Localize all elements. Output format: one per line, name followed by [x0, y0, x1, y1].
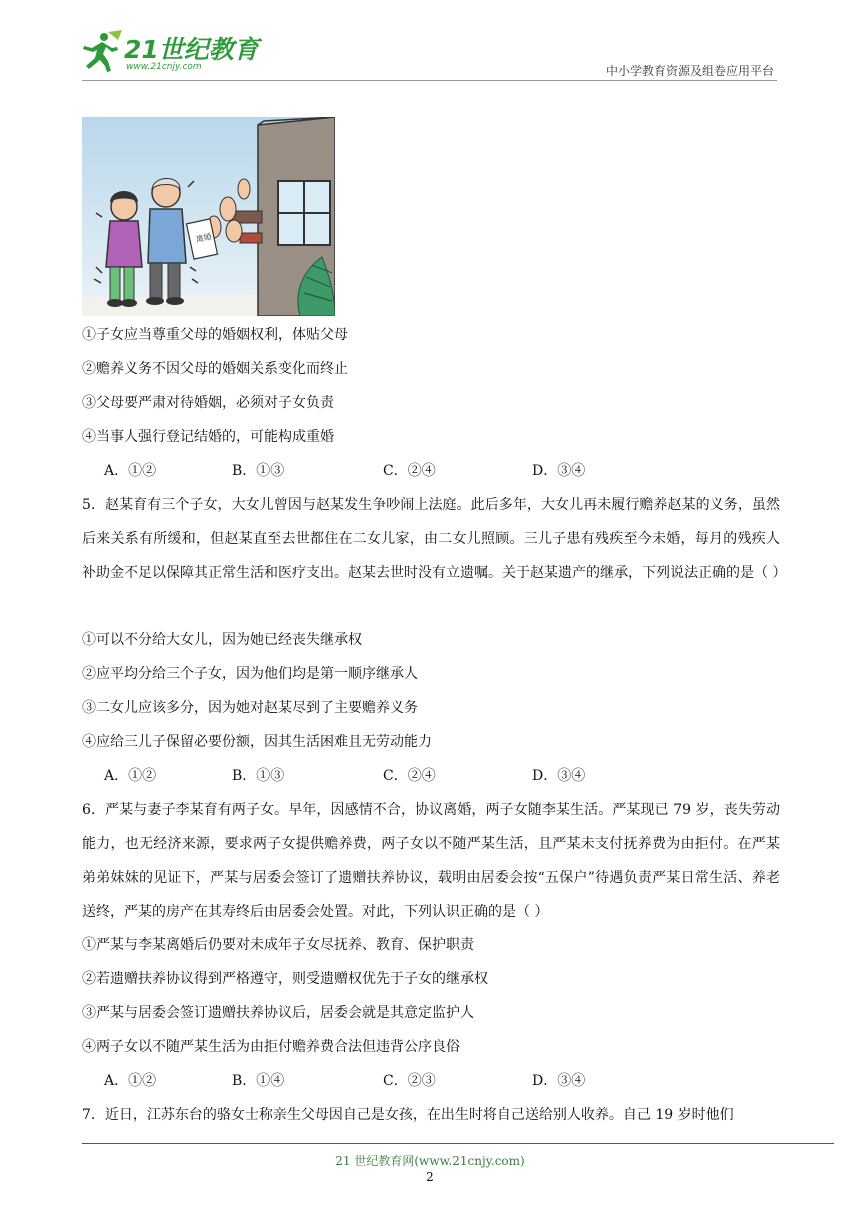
q4-option-a: A．①② — [104, 463, 157, 479]
footer-divider — [82, 1143, 834, 1144]
q7-stem: 7．近日，江苏东台的骆女士称亲生父母因自己是女孩，在出生时将自己送给别人收养。自己 19 岁时他们 — [82, 1107, 734, 1123]
runner-icon — [78, 28, 124, 74]
document-label: 离婚 — [195, 232, 213, 245]
q5-statement-2: ②应平均分给三个子女，因为他们均是第一顺序继承人 — [82, 666, 418, 682]
q5-stem: 5．赵某育有三个子女，大女儿曾因与赵某发生争吵闹上法庭。此后多年，大女儿再未履行赡养赵某的义务，虽然后来关系有所缓和，但赵某直至去世都住在二女儿家，由二女儿照顾。三儿子患有残疾至今未婚，每月的残疾人补助金不足以保障其正常生活和医疗支出。赵某去世时没有立遗嘱。关于赵某遗产的继承，下列说法正确的是（ ） — [82, 497, 787, 581]
q4-option-d: D．③④ — [532, 463, 586, 479]
platform-title: 中小学教育资源及组卷应用平台 — [605, 64, 774, 78]
q6-option-d: D．③④ — [532, 1073, 586, 1089]
q5-statement-4: ④应给三儿子保留必要份额，因其生活困难且无劳动能力 — [82, 734, 432, 750]
q5-option-d: D．③④ — [532, 768, 586, 784]
q4-statement-2: ②赡养义务不因父母的婚姻关系变化而终止 — [82, 361, 348, 377]
q4-statement-4: ④当事人强行登记结婚的，可能构成重婚 — [82, 429, 334, 445]
q6-options — [104, 1071, 664, 1091]
divorce-cartoon-image — [82, 117, 335, 316]
logo-text: 21世纪教育 — [124, 35, 259, 64]
q6-statement-2: ②若遗赠扶养协议得到严格遵守，则受遗赠权优先于子女的继承权 — [82, 971, 488, 987]
q6-option-c: C．②③ — [383, 1073, 436, 1089]
q6-statement-3: ③严某与居委会签订遗赠扶养协议后，居委会就是其意定监护人 — [82, 1005, 474, 1021]
q6-option-a: A．①② — [104, 1073, 157, 1089]
q5-options — [104, 766, 664, 786]
q6-option-b: B．①④ — [232, 1073, 285, 1089]
q4-statement-3: ③父母要严肃对待婚姻，必须对子女负责 — [82, 395, 334, 411]
header-divider — [82, 80, 777, 81]
q6-statement-4: ④两子女以不随严某生活为由拒付赡养费合法但违背公序良俗 — [82, 1039, 460, 1055]
q4-option-b: B．①③ — [232, 463, 285, 479]
page-header — [0, 0, 860, 84]
q5-option-a: A．①② — [104, 768, 157, 784]
footer-site-link[interactable]: 21 世纪教育网(www.21cnjy.com) — [335, 1154, 525, 1168]
page-number: 2 — [426, 1170, 434, 1184]
q4-statement-1: ①子女应当尊重父母的婚姻权利，体贴父母 — [82, 327, 348, 343]
q4-option-c: C．②④ — [383, 463, 436, 479]
q5-statement-1: ①可以不分给大女儿，因为她已经丧失继承权 — [82, 632, 362, 648]
q6-statement-1: ①严某与李某离婚后仍要对未成年子女尽抚养、教育、保护职责 — [82, 937, 474, 953]
q4-options — [104, 461, 664, 481]
site-logo — [78, 28, 268, 78]
logo-url: www.21cnjy.com — [126, 62, 202, 72]
q5-statement-3: ③二女儿应该多分，因为她对赵某尽到了主要赡养义务 — [82, 700, 418, 716]
q5-option-b: B．①③ — [232, 768, 285, 784]
q6-stem: 6．严某与妻子李某育有两子女。早年，因感情不合，协议离婚，两子女随李某生活。严某现已 79 岁，丧失劳动能力，也无经济来源，要求两子女提供赡养费，两子女以不随严某生活，且严某未支付抚养费为由拒付。在严某弟弟妹妹的见证下，严某与居委会签订了遗赠扶养协议，载明由居委会按“五保户”待遇负责严某日常生活、养老送终，严某的房产在其寿终后由居委会处置。对此，下列认识正确的是（ ） — [82, 802, 780, 920]
q5-option-c: C．②④ — [383, 768, 436, 784]
